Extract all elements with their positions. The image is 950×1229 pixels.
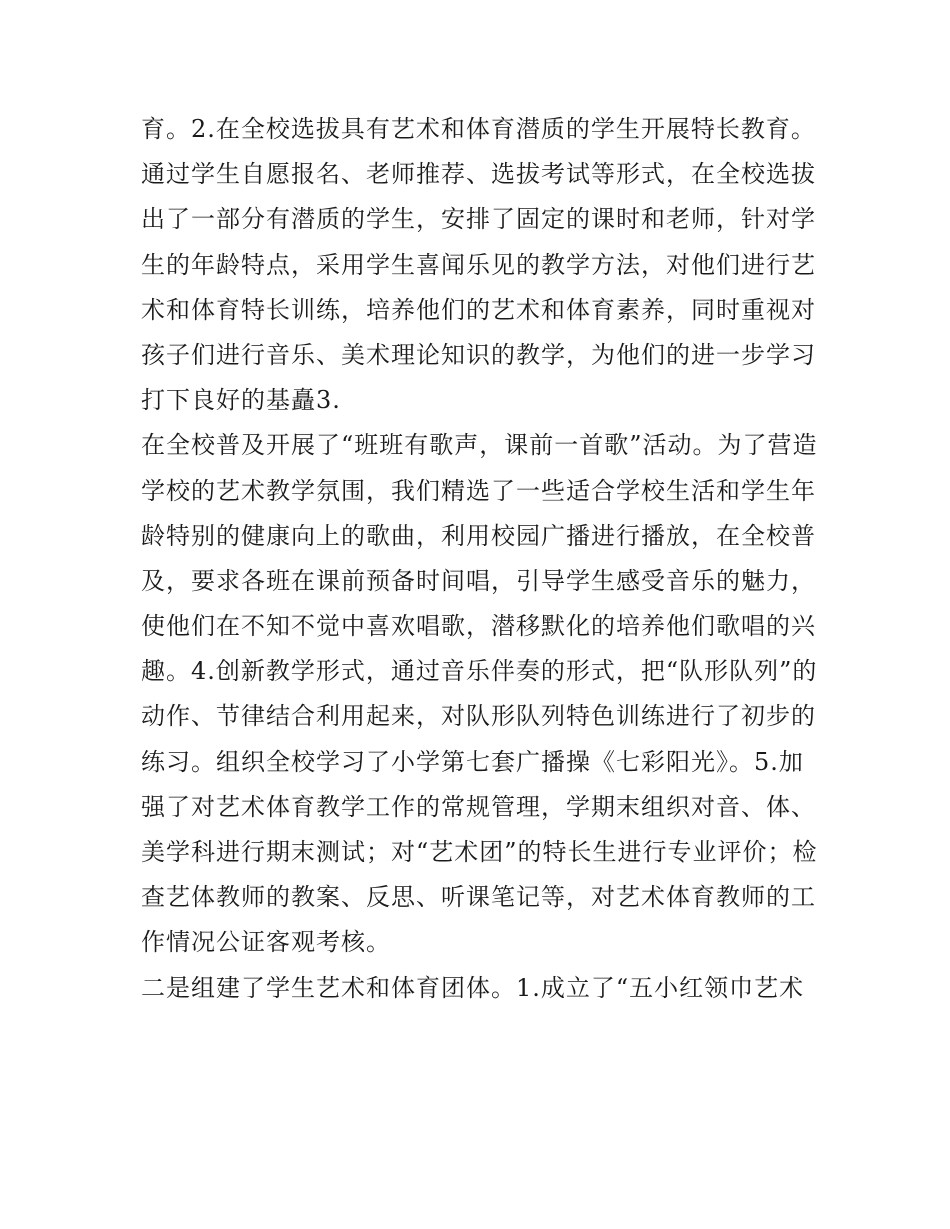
text-line: 生的年龄特点，采用学生喜闻乐见的教学方法，对他们进行艺 xyxy=(141,250,816,279)
text-line: 通过学生自愿报名、老师推荐、选拔考试等形式，在全校选拔 xyxy=(141,160,816,189)
text-line: 育。2.在全校选拔具有艺术和体育潜质的学生开展特长教育。 xyxy=(141,115,816,143)
text-line: 术和体育特长训练，培养他们的艺术和体育素养，同时重视对 xyxy=(141,295,816,324)
text-line: 美学科进行期末测试；对“艺术团”的特长生进行专业评价；检 xyxy=(141,838,818,866)
text-line: 学校的艺术教学氛围，我们精选了一些适合学校生活和学生年 xyxy=(141,476,816,505)
text-line: 二是组建了学生艺术和体育团体。1.成立了“五小红领巾艺术 xyxy=(141,973,805,1002)
text-line: 动作、节律结合利用起来，对队形队列特色训练进行了初步的 xyxy=(141,702,816,731)
text-line: 趣。4.创新教学形式，通过音乐伴奏的形式，把“队形队列”的 xyxy=(141,657,818,686)
text-line: 出了一部分有潜质的学生，安排了固定的课时和老师，针对学 xyxy=(141,205,816,234)
text-line: 及，要求各班在课前预备时间唱，引导学生感受音乐的魅力， xyxy=(141,566,816,595)
text-line: 作情况公证客观考核。 xyxy=(141,928,391,957)
text-line: 练习。组织全校学习了小学第七套广播操《七彩阳光》。5.加 xyxy=(141,747,804,776)
text-line: 强了对艺术体育教学工作的常规管理，学期末组织对音、体、 xyxy=(141,792,816,821)
text-line: 龄特别的健康向上的歌曲，利用校园广播进行播放，在全校普 xyxy=(141,521,816,550)
text-line: 使他们在不知不觉中喜欢唱歌，潜移默化的培养他们歌唱的兴 xyxy=(141,612,816,641)
body-text xyxy=(141,107,821,1011)
text-line: 打下良好的基矗3. xyxy=(141,386,341,415)
text-line: 查艺体教师的教案、反思、听课笔记等，对艺术体育教师的工 xyxy=(141,883,816,912)
text-line: 孩子们进行音乐、美术理论知识的教学，为他们的进一步学习 xyxy=(141,340,816,369)
text-line: 在全校普及开展了“班班有歌声，课前一首歌”活动。为了营造 xyxy=(141,431,818,460)
